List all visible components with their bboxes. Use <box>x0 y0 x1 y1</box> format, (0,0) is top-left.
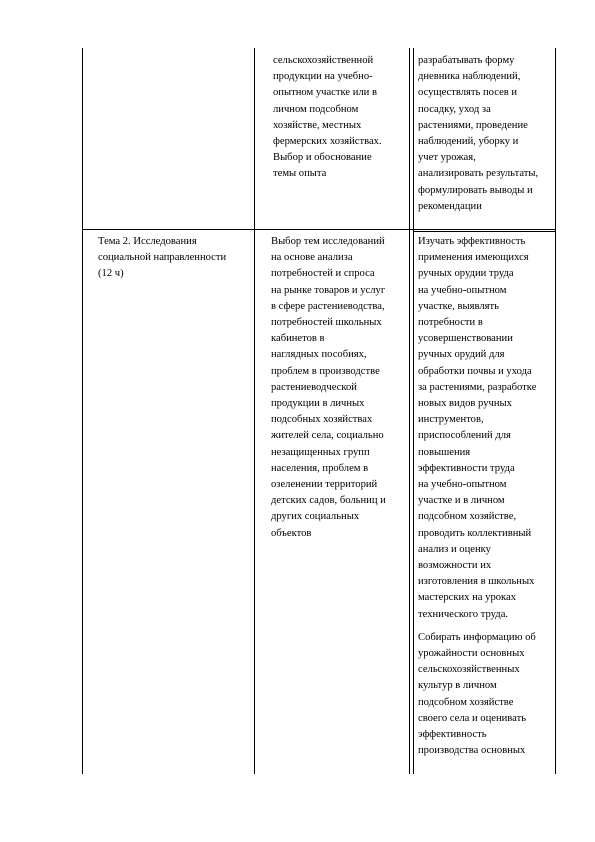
row2-col2-cell <box>271 234 407 542</box>
paragraph-2 <box>418 630 554 760</box>
text-line: на учебно-опытном <box>418 479 507 491</box>
topic-title-line: Тема 2. Исследования <box>98 236 197 247</box>
text-line: подсобных хозяйствах <box>271 414 373 426</box>
text-line: незащищенных групп <box>271 446 370 458</box>
text-line: кабинетов в <box>271 333 325 345</box>
text-line: Изучать эффективность <box>418 236 526 247</box>
text-line: участке и в личном <box>418 495 505 507</box>
text-line: анализировать результаты, <box>418 168 539 180</box>
text-line: растениями, проведение <box>418 119 528 131</box>
curriculum-table <box>82 48 556 774</box>
text-line: темы опыта <box>273 168 327 180</box>
text-line: проблем в производстве <box>271 365 380 377</box>
text-line: жителей села, социально <box>271 430 384 442</box>
text-line: своего села и оценивать <box>418 712 527 724</box>
text-line: проводить коллективный <box>418 527 532 539</box>
text-line: эффективность <box>418 729 487 741</box>
text-line: изготовления в школьных <box>418 576 535 588</box>
row2-col3-cell <box>418 234 554 760</box>
table-border-row-divider-inner <box>413 231 556 232</box>
text-line: возможности их <box>418 560 492 572</box>
text-line: потребностей школьных <box>271 317 382 329</box>
text-line: технического труда. <box>418 608 509 620</box>
text-line: урожайности основных <box>418 648 525 660</box>
text-line: обработки почвы и ухода <box>418 365 532 377</box>
text-line: за растениями, разработке <box>418 381 537 393</box>
text-line: сельскохозяйственной <box>273 55 374 66</box>
text-line: на рынке товаров и услуг <box>271 284 386 296</box>
text-line: новых видов ручных <box>418 398 512 410</box>
text-line: осуществлять посев и <box>418 87 518 99</box>
text-line: посадку, уход за <box>418 103 491 115</box>
text-line: потребностей и спроса <box>271 268 375 280</box>
text-line: ручных орудий для <box>418 349 505 361</box>
text-line: Собирать информацию об <box>418 631 536 643</box>
text-line: культур в личном <box>418 680 497 692</box>
text-line: детских садов, больниц и <box>271 495 386 507</box>
text-line: продукции в личных <box>271 398 365 410</box>
table-border-right <box>555 48 556 774</box>
table-border-col3-left <box>413 48 414 774</box>
text-line: инструментов, <box>418 414 484 426</box>
text-line: усовершенствовании <box>418 333 513 345</box>
text-line: подсобном хозяйстве <box>418 696 514 708</box>
text-line: Выбор тем исследований <box>271 236 385 247</box>
table-border-col2-right <box>409 48 410 774</box>
text-line: приспособлений для <box>418 430 511 442</box>
paragraph-1 <box>418 234 554 623</box>
text-line: фермерских хозяйствах. <box>273 136 382 148</box>
text-line: опытном участке или в <box>273 87 377 99</box>
topic-hours: (12 ч) <box>98 268 124 280</box>
text-line: Выбор и обоснование <box>273 152 372 164</box>
text-line: продукции на учебно- <box>273 71 373 83</box>
text-line: повышения <box>418 446 471 458</box>
table-border-left <box>82 48 83 774</box>
text-line: на основе анализа <box>271 252 353 264</box>
text-line: участке, выявлять <box>418 300 500 312</box>
text-line: учет урожая, <box>418 152 476 164</box>
text-line: объектов <box>271 527 312 539</box>
text-line: применения имеющихся <box>418 252 529 264</box>
text-line: рекомендации <box>418 200 482 212</box>
text-line: населения, проблем в <box>271 462 369 474</box>
topic-title-line: социальной направленности <box>98 252 227 264</box>
text-line: дневника наблюдений, <box>418 71 521 83</box>
text-line: анализ и оценку <box>418 543 491 555</box>
text-line: наглядных пособиях, <box>271 349 367 361</box>
text-line: растениеводческой <box>271 381 357 393</box>
row1-col2-cell <box>273 53 407 183</box>
table-border-row-divider <box>82 229 556 230</box>
text-line: разрабатывать форму <box>418 55 515 66</box>
text-line: эффективности труда <box>418 462 515 474</box>
row1-col3-cell <box>418 53 554 215</box>
text-line: хозяйстве, местных <box>273 119 362 131</box>
text-line: ручных орудии труда <box>418 268 514 280</box>
text-line: наблюдений, уборку и <box>418 136 519 148</box>
row2-col1-cell <box>98 234 252 283</box>
text-line: мастерских на уроках <box>418 592 517 604</box>
text-line: на учебно-опытном <box>418 284 507 296</box>
text-line: потребности в <box>418 317 483 329</box>
text-line: подсобном хозяйстве, <box>418 511 517 523</box>
text-line: в сфере растениеводства, <box>271 300 385 312</box>
text-line: других социальных <box>271 511 360 523</box>
table-border-col2-left <box>254 48 255 774</box>
text-line: сельскохозяйственных <box>418 664 520 676</box>
text-line: производства основных <box>418 745 526 757</box>
text-line: озеленении территорий <box>271 479 378 491</box>
text-line: личном подсобном <box>273 103 359 115</box>
text-line: формулировать выводы и <box>418 184 533 196</box>
